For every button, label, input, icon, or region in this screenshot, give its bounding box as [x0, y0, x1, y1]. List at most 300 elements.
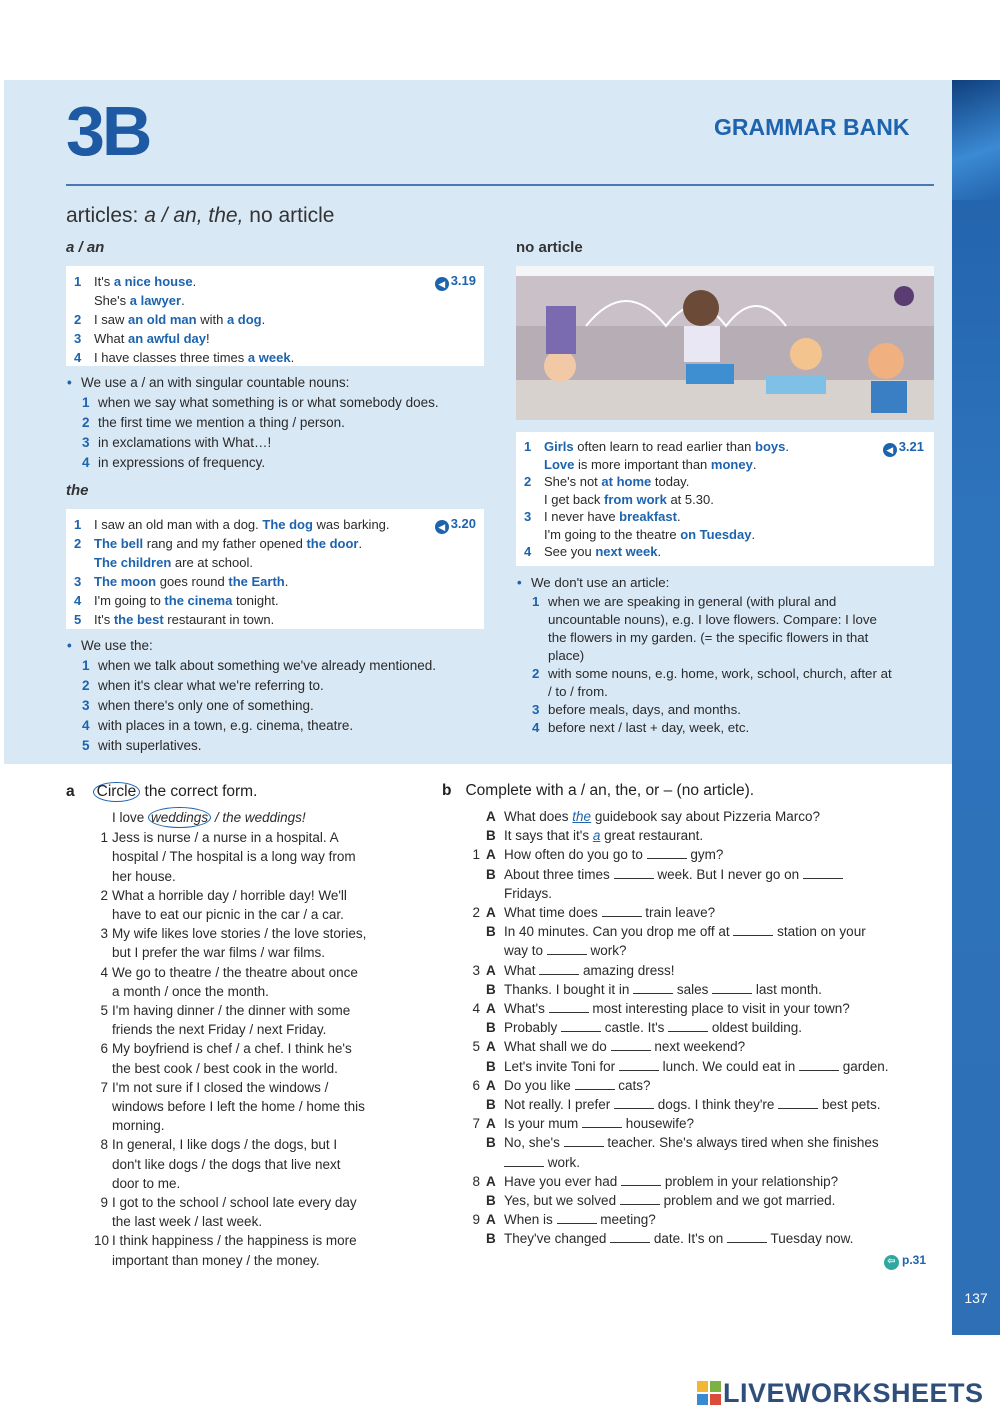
question-line: don't like dogs / the dogs that live next — [112, 1156, 341, 1172]
question-text: Fridays. — [504, 885, 553, 901]
child-lying-icon — [790, 338, 822, 370]
liveworksheets-logo: LIVEWORKSHEETS — [697, 1378, 984, 1409]
example-line — [74, 310, 476, 329]
side-strip — [952, 80, 1000, 1335]
exercise-b-line — [468, 1133, 938, 1152]
speaker-label: A — [486, 1116, 496, 1132]
rule-item — [66, 716, 484, 736]
example-highlight: a dog — [226, 312, 262, 327]
example-text: She's — [94, 293, 130, 308]
example-text: I saw — [94, 312, 128, 327]
question-number: 5 — [472, 1039, 480, 1055]
example-text: It's — [94, 612, 114, 627]
exercise-a-question[interactable] — [84, 1078, 434, 1136]
example-text: She's not — [544, 474, 602, 489]
example-line — [74, 610, 476, 629]
example-highlight: the cinema — [164, 593, 233, 608]
example-number: 2 — [524, 474, 532, 489]
bullet-icon: • — [67, 375, 72, 390]
question-number: 8 — [472, 1173, 480, 1189]
question-text: Do you like — [504, 1077, 575, 1093]
answer-gap[interactable] — [733, 924, 773, 936]
answer-gap[interactable] — [727, 1231, 767, 1243]
answer-gap[interactable] — [610, 1231, 650, 1243]
answer-gap[interactable] — [549, 1001, 589, 1013]
example-highlight: a week — [247, 350, 291, 365]
rule-item — [66, 453, 484, 473]
question-line: windows before I left the home / home this — [112, 1099, 365, 1115]
question-line: the best cook / best cook in the world. — [112, 1060, 338, 1076]
example-highlight: Love — [544, 456, 575, 472]
header-divider — [66, 184, 934, 186]
speaker-label: B — [486, 1058, 496, 1074]
question-line: My wife likes love stories / the love stories, — [112, 926, 367, 942]
question-text: What time does — [504, 905, 602, 921]
rule-number: 3 — [82, 435, 90, 450]
answer-gap[interactable] — [504, 1155, 544, 1167]
question-text: gym? — [686, 847, 724, 863]
rule-number: 2 — [82, 415, 90, 430]
example-line — [74, 515, 476, 534]
example-highlight: the best — [113, 612, 164, 627]
example-highlight: an awful day — [127, 331, 206, 346]
example-text: What — [94, 331, 128, 346]
exercise-b-line — [468, 922, 938, 941]
rule-number: 3 — [532, 702, 540, 717]
rule-number: 1 — [82, 395, 90, 410]
exercise-a-title: a Circle the correct form. — [66, 783, 258, 800]
bank-title: GRAMMAR BANK — [714, 114, 910, 140]
strip-corner-decoration — [952, 80, 1000, 200]
speaker-label: B — [486, 924, 496, 940]
page-number: 137 — [964, 1290, 988, 1306]
question-text: most interesting place to visit in your town? — [588, 1001, 850, 1017]
question-text: way to — [504, 943, 547, 959]
example-highlight: next week — [595, 544, 658, 559]
question-line: In general, I like dogs / the dogs, but I — [112, 1137, 338, 1153]
rule-item — [66, 736, 484, 756]
question-line: important than money / the money. — [112, 1252, 320, 1268]
rule-number: 1 — [532, 594, 540, 609]
rule-item — [66, 696, 484, 716]
question-line: What a horrible day / horrible day! We'll — [112, 887, 347, 903]
example-number: 2 — [74, 312, 82, 327]
example-number: 2 — [74, 536, 82, 551]
exercise-b-line — [468, 941, 938, 960]
question-text: What shall we do — [504, 1039, 611, 1055]
answer-gap[interactable] — [614, 1097, 654, 1109]
exercise-b-line — [468, 884, 938, 903]
exercise-a-questions — [84, 807, 434, 1270]
question-text: castle. It's — [601, 1020, 669, 1036]
question-text: station on your — [773, 924, 866, 940]
question-line: morning. — [112, 1118, 165, 1134]
exercise-b-line — [468, 961, 938, 980]
example-highlight: a lawyer — [129, 293, 182, 308]
question-text: Yes, but we solved — [504, 1193, 620, 1209]
question-text: No, she's — [504, 1135, 564, 1151]
example-text: . — [358, 536, 363, 551]
exercise-b-questions — [468, 807, 938, 1249]
audio-3-20[interactable]: ◀ 3.20 — [435, 514, 476, 534]
example-text: I saw an old man with a dog. — [94, 517, 263, 532]
example-text: was barking. — [312, 517, 390, 532]
speaker-icon: ◀ — [435, 520, 449, 534]
question-text: Thanks. I bought it in — [504, 981, 634, 997]
speaker-label: A — [486, 962, 496, 978]
child-upside-down-icon — [544, 350, 576, 382]
example-text: . — [785, 439, 789, 454]
exercise-b-line — [468, 1210, 938, 1229]
example-line — [524, 438, 926, 456]
rule-text: in expressions of frequency. — [98, 455, 266, 470]
speaker-label: A — [486, 1001, 496, 1017]
example-line — [524, 543, 926, 561]
rule-item — [66, 393, 484, 413]
example-number: 4 — [74, 593, 82, 608]
answer-gap[interactable] — [712, 982, 752, 994]
section-title: articles: a / an, the, no article — [66, 204, 335, 227]
question-number: 2 — [100, 887, 108, 903]
circled-answer: weddings — [148, 807, 211, 828]
example-line — [74, 272, 476, 291]
question-line: a month / once the month. — [112, 983, 269, 999]
page-reference[interactable]: ⇦ p.31 — [884, 1253, 926, 1270]
example-answer: a — [592, 828, 601, 844]
question-number: 5 — [100, 1003, 108, 1019]
example-highlight: boys — [755, 439, 786, 454]
example-line — [524, 508, 926, 526]
rule-text: the first time we mention a thing / person. — [98, 415, 345, 430]
question-text: amazing dress! — [579, 962, 675, 978]
exercise-a-question[interactable] — [84, 1231, 434, 1269]
example-text: . — [657, 544, 662, 559]
exercise-b-line — [468, 1018, 938, 1037]
example-text: It says that it's — [504, 828, 593, 844]
speaker-label: A — [486, 1039, 496, 1055]
question-number: 9 — [472, 1212, 480, 1228]
rule-number: 3 — [82, 698, 90, 713]
rule-text: when we say what something is or what somebody does. — [98, 395, 439, 410]
answer-gap[interactable] — [621, 1174, 661, 1186]
question-line: I'm not sure if I closed the windows / — [112, 1079, 329, 1095]
speaker-label: B — [486, 1097, 496, 1113]
question-line: We go to theatre / the theatre about once — [112, 964, 358, 980]
example-text: great restaurant. — [600, 828, 704, 844]
exercise-b-line — [468, 1172, 938, 1191]
question-line: door to me. — [112, 1175, 181, 1191]
answer-gap[interactable] — [668, 1020, 708, 1032]
speaker-icon: ◀ — [435, 277, 449, 291]
answer-gap[interactable] — [633, 982, 673, 994]
exercise-b-line — [468, 1095, 938, 1114]
rule-text: in exclamations with What…! — [98, 435, 272, 450]
the-heading: the — [66, 482, 89, 499]
answer-gap[interactable] — [561, 1020, 601, 1032]
answer-gap[interactable] — [778, 1097, 818, 1109]
no-article-heading: no article — [516, 239, 583, 256]
question-text: When is — [504, 1212, 557, 1228]
example-number: 4 — [74, 350, 82, 365]
example-text: . — [192, 274, 197, 289]
rule-number: 2 — [532, 666, 540, 681]
child-reading-icon — [683, 290, 719, 326]
question-number: 1 — [100, 830, 108, 846]
rule-item — [66, 676, 484, 696]
answer-gap[interactable] — [619, 1059, 659, 1071]
rule-line: / to / from. — [548, 684, 608, 699]
question-line: the last week / last week. — [112, 1214, 263, 1230]
example-text: tonight. — [232, 593, 279, 608]
question-text: meeting? — [596, 1212, 656, 1228]
exercise-b-line — [468, 999, 938, 1018]
example-line — [524, 491, 926, 509]
question-line: but I prefer the war films / war films. — [112, 945, 326, 961]
question-number: 4 — [472, 1001, 480, 1017]
example-line — [524, 526, 926, 544]
audio-3-19[interactable]: ◀ 3.19 — [435, 271, 476, 291]
rule-text: with superlatives. — [98, 738, 202, 753]
rule-line: uncountable nouns), e.g. I love flowers. Compare: I love — [548, 612, 877, 627]
question-line: I think happiness / the happiness is more — [112, 1233, 357, 1249]
speaker-label: A — [486, 905, 496, 921]
example-text: guidebook say about Pizzeria Marco? — [591, 809, 820, 824]
bullet-icon: • — [67, 638, 72, 653]
rule-text: when there's only one of something. — [98, 698, 314, 713]
exercise-a-question[interactable] — [84, 1039, 434, 1077]
example-text: I have classes three times — [94, 350, 248, 365]
example-line — [74, 534, 476, 553]
exercise-b-line — [468, 1057, 938, 1076]
question-text: train leave? — [641, 905, 716, 921]
exercise-a-question[interactable] — [84, 1135, 434, 1193]
example-line — [74, 553, 476, 572]
question-text: last month. — [752, 981, 822, 997]
question-text: lunch. We could eat in — [658, 1058, 799, 1074]
question-text: In 40 minutes. Can you drop me off at — [504, 924, 734, 940]
example-number: 3 — [74, 574, 82, 589]
answer-gap[interactable] — [614, 867, 654, 879]
answer-gap[interactable] — [547, 943, 587, 955]
example-highlight: an old man — [127, 312, 197, 327]
example-text: I get back — [544, 491, 604, 507]
question-text: garden. — [838, 1058, 889, 1074]
logo-icon — [697, 1381, 721, 1405]
example-number: 3 — [74, 331, 82, 346]
exercise-a-question[interactable] — [84, 963, 434, 1001]
example-highlight: The dog — [262, 517, 313, 532]
exercise-a-question[interactable] — [84, 1193, 434, 1231]
example-text: I'm going to — [94, 593, 165, 608]
example-text: . — [284, 574, 289, 589]
bullet-icon: • — [517, 575, 522, 590]
example-text: I never have — [544, 509, 620, 524]
example-highlight: from work — [603, 491, 667, 507]
question-line: I'm having dinner / the dinner with some — [112, 1003, 351, 1019]
answer-gap[interactable] — [620, 1193, 660, 1205]
question-line: have to eat our picnic in the car / a car. — [112, 907, 344, 923]
example-number: 4 — [524, 544, 532, 559]
example-line — [524, 456, 926, 474]
rule-number: 4 — [532, 720, 540, 735]
example-text: I'm going to the theatre — [544, 526, 681, 542]
example-text: rang and my father opened — [143, 536, 307, 551]
question-number: 4 — [100, 964, 108, 980]
rule-intro: • We use the: — [66, 636, 484, 656]
exercise-b-line — [468, 1191, 938, 1210]
example-text: . — [181, 293, 185, 308]
speaker-label: B — [486, 866, 496, 882]
rule-number: 4 — [82, 455, 90, 470]
question-text: cats? — [614, 1077, 651, 1093]
question-text: Tuesday now. — [767, 1231, 854, 1247]
example-text: with — [196, 312, 227, 327]
example-highlight: on Tuesday — [680, 526, 752, 542]
speaker-label: A — [486, 1212, 496, 1228]
rule-item — [516, 593, 936, 665]
example-highlight: the door — [306, 536, 359, 551]
question-text: best pets. — [818, 1097, 881, 1113]
question-number: 7 — [472, 1116, 480, 1132]
illustration-svg — [516, 266, 934, 420]
question-number: 1 — [472, 847, 480, 863]
question-text: work. — [544, 1154, 581, 1170]
example-text: goes round — [156, 574, 229, 589]
question-text: problem in your relationship? — [661, 1173, 839, 1189]
example-text: is more important than — [574, 456, 711, 472]
exercise-b-line — [468, 980, 938, 999]
question-text: About three times — [504, 866, 614, 882]
example-highlight: The children — [94, 555, 172, 570]
rule-text: with places in a town, e.g. cinema, theatre. — [98, 718, 354, 733]
a-an-heading: a / an — [66, 239, 105, 256]
example-text: . — [752, 456, 757, 472]
question-number: 10 — [94, 1233, 110, 1249]
rule-number: 2 — [82, 678, 90, 693]
speaker-label: B — [486, 1135, 496, 1151]
question-text: dogs. I think they're — [654, 1097, 779, 1113]
a-an-examples-box — [66, 266, 484, 366]
question-text: Probably — [504, 1020, 562, 1036]
example-row — [468, 826, 938, 845]
example-text: . — [751, 526, 756, 542]
answer-gap[interactable] — [647, 847, 687, 859]
rule-line: before next / last + day, week, etc. — [548, 720, 750, 735]
question-number: 8 — [100, 1137, 108, 1153]
the-rules — [66, 636, 484, 756]
example-number: 1 — [74, 274, 82, 289]
question-text: Have you ever had — [504, 1173, 622, 1189]
question-text: They've changed — [504, 1231, 611, 1247]
exercise-a-example: I love weddings / the weddings! — [84, 807, 434, 828]
answer-gap[interactable] — [557, 1212, 597, 1224]
example-text: ! — [206, 331, 210, 346]
speaker-icon: ◀ — [883, 443, 897, 457]
example-highlight: The bell — [94, 536, 144, 551]
rule-item — [516, 719, 936, 737]
exercise-b-line — [468, 1114, 938, 1133]
answer-gap[interactable] — [575, 1078, 615, 1090]
rule-text: when we talk about something we've already mentioned. — [98, 658, 437, 673]
rule-number: 5 — [82, 738, 90, 753]
no-article-rules — [516, 573, 936, 737]
example-highlight: the Earth — [228, 574, 285, 589]
answer-gap[interactable] — [602, 905, 642, 917]
answer-gap[interactable] — [564, 1135, 604, 1147]
answer-gap[interactable] — [582, 1116, 622, 1128]
back-arrow-icon: ⇦ — [884, 1255, 899, 1270]
audio-3-21[interactable]: ◀ 3.21 — [883, 437, 924, 457]
example-number: 5 — [74, 612, 82, 627]
rule-line: when we are speaking in general (with plural and — [548, 594, 837, 609]
example-line — [74, 348, 476, 367]
question-text: week. But I never go on — [653, 866, 803, 882]
question-line: hospital / The hospital is a long way from — [112, 849, 356, 865]
example-answer: the — [572, 809, 592, 824]
example-line — [74, 591, 476, 610]
example-number: 1 — [74, 517, 82, 532]
question-number: 3 — [100, 926, 108, 942]
speaker-label: B — [486, 1020, 496, 1036]
answer-gap[interactable] — [799, 1059, 839, 1071]
example-text: often learn to read earlier than — [573, 439, 756, 454]
example-line — [74, 572, 476, 591]
speaker-label: B — [486, 1231, 496, 1247]
example-text: It's — [94, 274, 114, 289]
question-text: problem and we got married. — [659, 1193, 836, 1209]
example-text: are at school. — [171, 555, 253, 570]
answer-gap[interactable] — [611, 1039, 651, 1051]
rule-item — [66, 656, 484, 676]
example-line — [524, 473, 926, 491]
example-highlight: The moon — [94, 574, 157, 589]
exercise-a-question[interactable] — [84, 828, 434, 886]
answer-gap[interactable] — [539, 963, 579, 975]
rule-intro: • We don't use an article: — [516, 573, 936, 593]
rule-item — [516, 701, 936, 719]
rule-item — [66, 413, 484, 433]
question-text: next weekend? — [650, 1039, 746, 1055]
example-highlight: at home — [601, 474, 652, 489]
question-text: housewife? — [622, 1116, 695, 1132]
answer-gap[interactable] — [803, 867, 843, 879]
question-number: 3 — [472, 962, 480, 978]
exercise-a-question[interactable] — [84, 1001, 434, 1039]
exercise-a-question[interactable] — [84, 924, 434, 962]
question-number: 6 — [472, 1077, 480, 1093]
speaker-label: B — [486, 1193, 496, 1209]
question-text: date. It's on — [650, 1231, 728, 1247]
example-line — [74, 291, 476, 310]
example-highlight: money — [710, 456, 753, 472]
question-line: Jess is nurse / a nurse in a hospital. A — [112, 830, 339, 846]
the-examples-box — [66, 509, 484, 629]
exercise-a-question[interactable] — [84, 886, 434, 924]
question-text: Not really. I prefer — [504, 1097, 615, 1113]
exercise-b-line — [468, 1076, 938, 1095]
rule-text: when it's clear what we're referring to. — [98, 678, 324, 693]
question-number: 7 — [100, 1079, 108, 1095]
speaker-label: A — [486, 1077, 496, 1093]
speaker-label: A — [486, 847, 496, 863]
question-text: work? — [586, 943, 627, 959]
exercise-b-line — [468, 865, 938, 884]
question-number: 6 — [100, 1041, 108, 1057]
question-line: her house. — [112, 868, 176, 884]
example-text: . — [676, 509, 681, 524]
rule-line: the flowers in my garden. (= the specific flowers in that — [548, 630, 869, 645]
children-reading-illustration — [516, 266, 934, 420]
